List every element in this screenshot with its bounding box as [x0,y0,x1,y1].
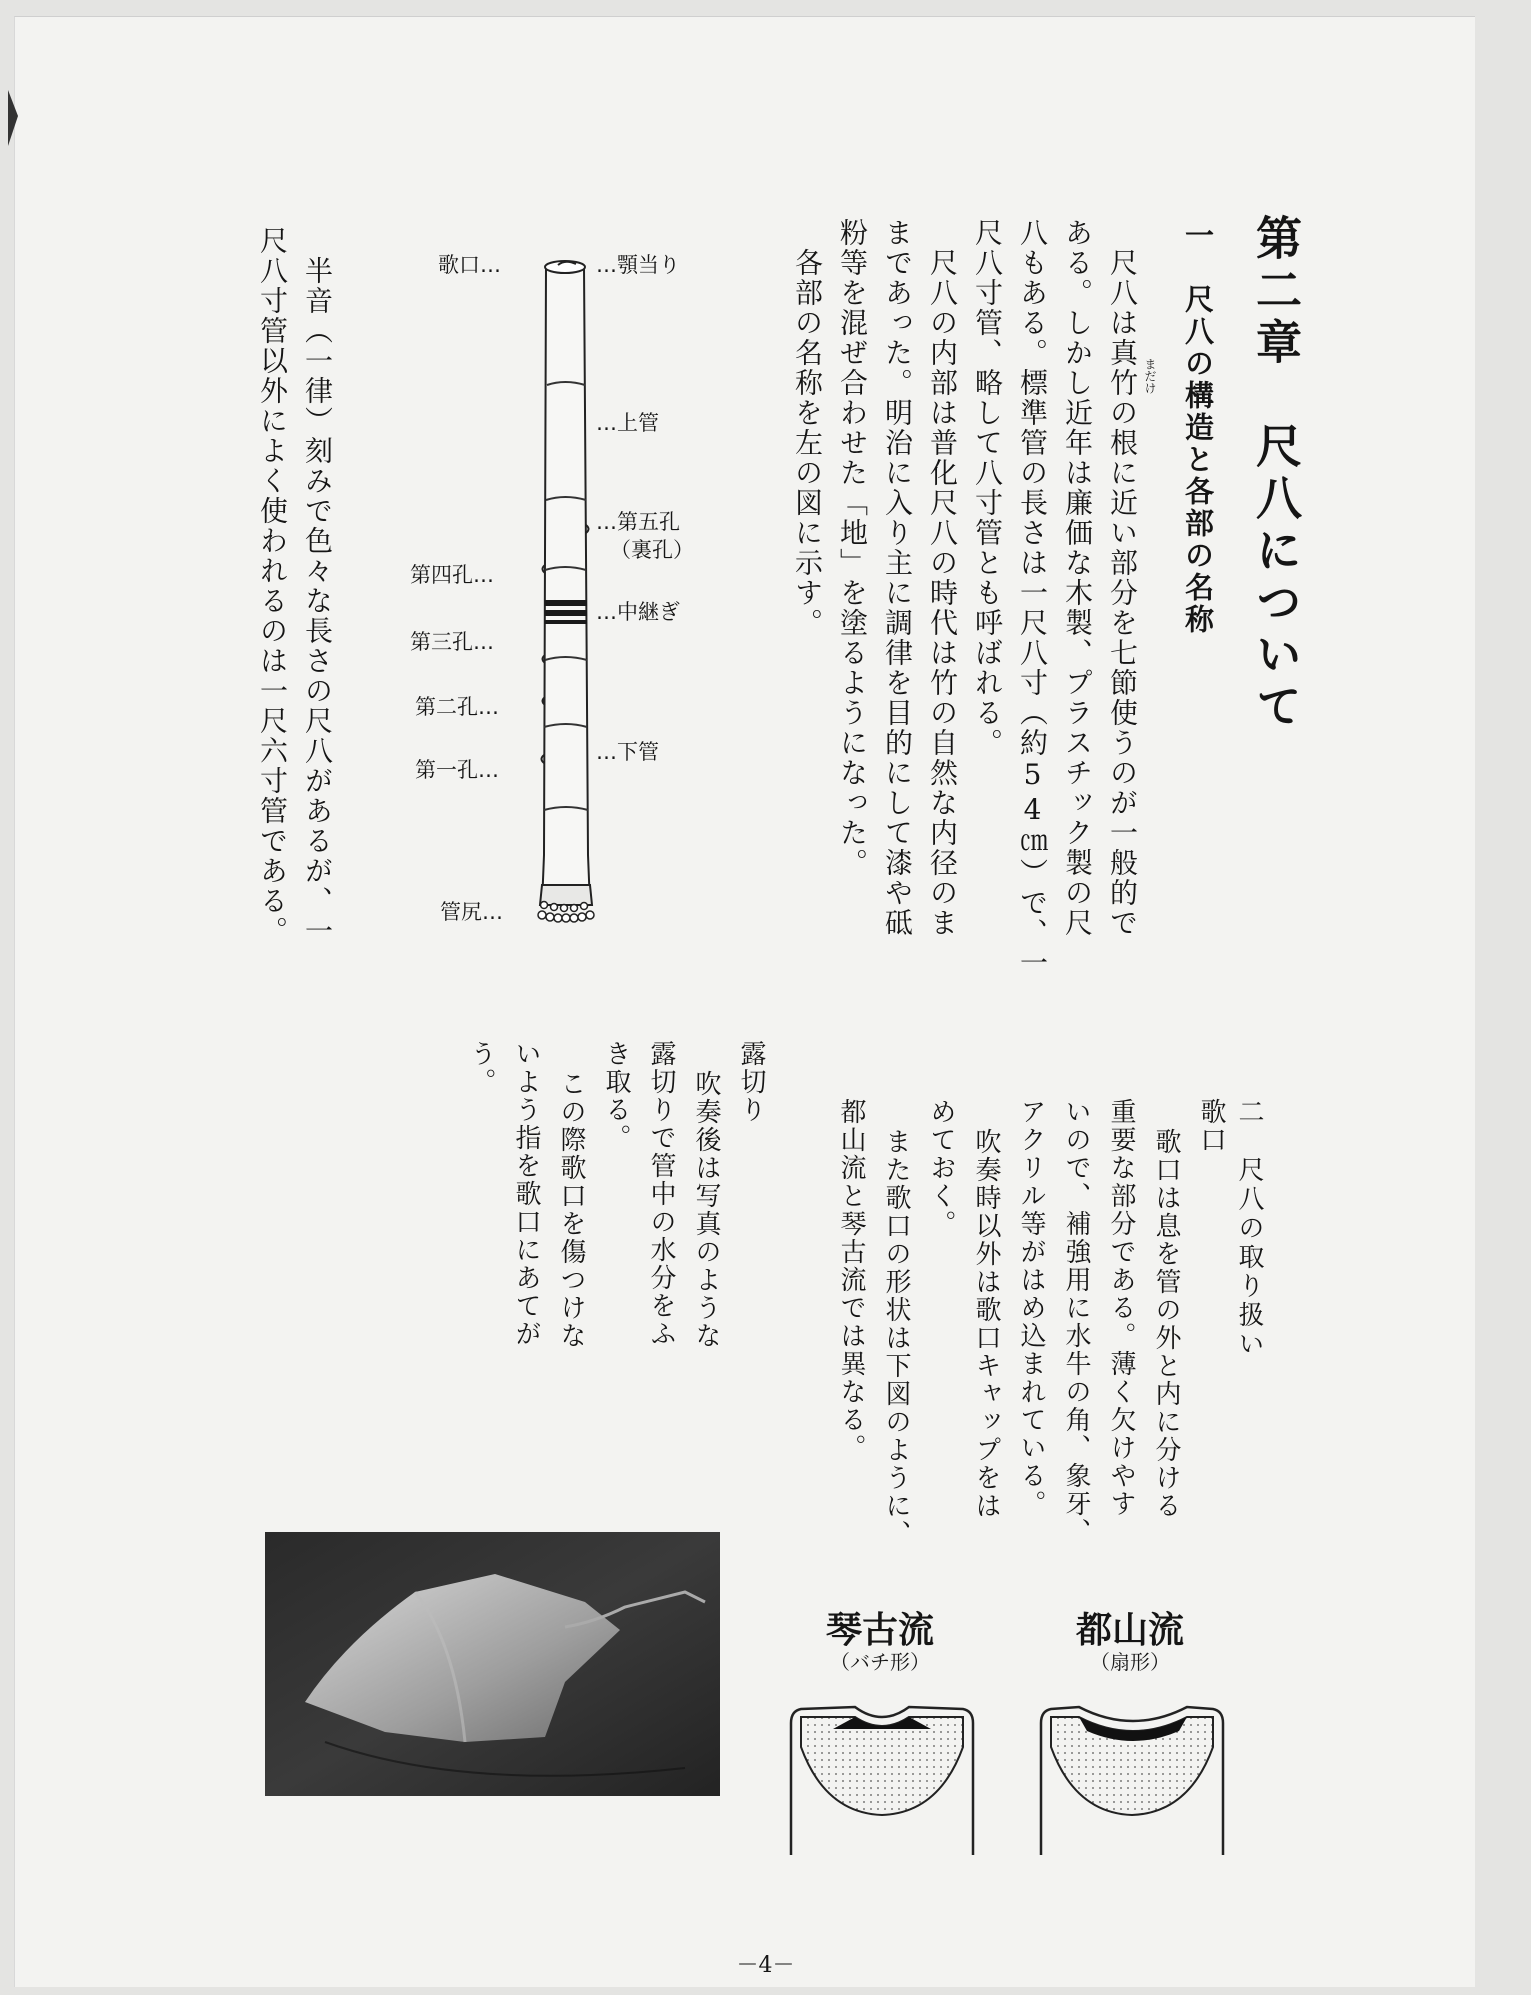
label-hole4: 第四孔… [410,563,494,587]
shakuhachi-diagram [530,255,600,935]
section1-line-7: 粉等を混ぜ合わせた「地」を塗るようになった。 [836,218,869,878]
page-number: －4－ [736,1953,795,1978]
section2-sub2-line-4: この際歌口を傷つけな [556,1070,586,1350]
label-utaguchi: 歌口… [438,253,501,277]
section2-sub1-line-1: 歌口は息を管の外と内に分ける [1151,1128,1181,1520]
tozan-caption [1030,1610,1230,1674]
section2-sub1-line-8: 都山流と琴古流では異なる。 [836,1098,866,1462]
label-hole1: 第一孔… [415,758,499,782]
section1-line-5: 尺八の内部は普化尺八の時代は竹の自然な内径のま [926,248,959,938]
label-hole5: …第五孔 [596,510,680,534]
section1-line-2: ある。しかし近年は廉価な木製、プラスチック製の尺 [1061,218,1094,938]
label-hole5-note: （裏孔） [610,538,694,562]
section2-sub1-line-7: また歌口の形状は下図のように、 [881,1128,911,1548]
section2-sub1-line-2: 重要な部分である。薄く欠けやす [1106,1098,1136,1518]
root-knobs [538,902,594,923]
section2-sub1-line-3: いので、補強用に水牛の角、象牙、 [1061,1098,1091,1546]
section2-sub2-line-1: 吹奏後は写真のような [691,1070,721,1350]
nakatsugi-band [545,610,587,616]
section2-sub2-line-6: う。 [466,1040,496,1096]
section2-sub1-line-6: めておく。 [926,1098,956,1238]
section2-sub1-line-4: アクリル等がはめ込まれている。 [1016,1098,1046,1518]
tozan-shape: （扇形） [1090,1650,1170,1675]
tsuyukiri-photo [265,1532,720,1796]
section1-line-6: まであった。明治に入り主に調律を目的にして漆や砥 [881,218,914,938]
label-hole3: 第三孔… [410,630,494,654]
left-text-line-2: 尺八寸管以外によく使われるのは一尺六寸管である。 [256,226,289,946]
section2-sub2: 露切り [736,1040,766,1124]
kinko-utaguchi-drawing [785,1695,980,1855]
tozan-name: 都山流 [1075,1610,1184,1651]
section1-line-4: 尺八寸管、略して八寸管とも呼ばれる。 [971,218,1004,758]
kinko-shape: （バチ形） [830,1650,930,1675]
section2-heading: 二 尺八の取り扱い [1234,1098,1264,1359]
section1-line-8: 各部の名称を左の図に示す。 [791,248,824,638]
section2-sub2-line-5: いよう指を歌口にあてが [511,1040,541,1348]
nakatsugi-band [545,600,587,606]
kinko-name: 琴古流 [825,1610,934,1651]
tozan-utaguchi-drawing [1035,1695,1230,1855]
section2-sub1: 歌口 [1196,1098,1226,1154]
label-kamikan: …上管 [596,411,659,435]
section2-sub2-line-3: き取る。 [601,1040,631,1152]
page-edge-mark [8,90,18,146]
nakatsugi-band [545,620,587,624]
chapter-title: 第二章 尺八について [1249,214,1303,734]
kinko-caption [780,1610,980,1674]
label-hole2: 第二孔… [415,695,499,719]
section1-heading: 一 尺八の構造と各部の名称 [1181,220,1215,636]
left-text-line-1: 半音（一律）刻みで色々な長さの尺八があるが、一 [301,256,334,946]
section2-sub1-line-5: 吹奏時以外は歌口キャップをは [971,1128,1001,1520]
label-kanjiri: 管尻… [440,900,503,924]
label-shimokan: …下管 [596,740,659,764]
section1-line-1: 尺八は真竹の根に近い部分を七節使うのが一般的で [1106,248,1139,938]
label-agoate: …顎当り [596,253,680,277]
label-nakatsugi: …中継ぎ [596,600,680,624]
section1-ruby: まだけ [1143,358,1157,394]
section1-line-3: 八もある。標準管の長さは一尺八寸（約54㎝）で、一 [1016,218,1049,978]
section2-sub2-line-2: 露切りで管中の水分をふ [646,1040,676,1348]
